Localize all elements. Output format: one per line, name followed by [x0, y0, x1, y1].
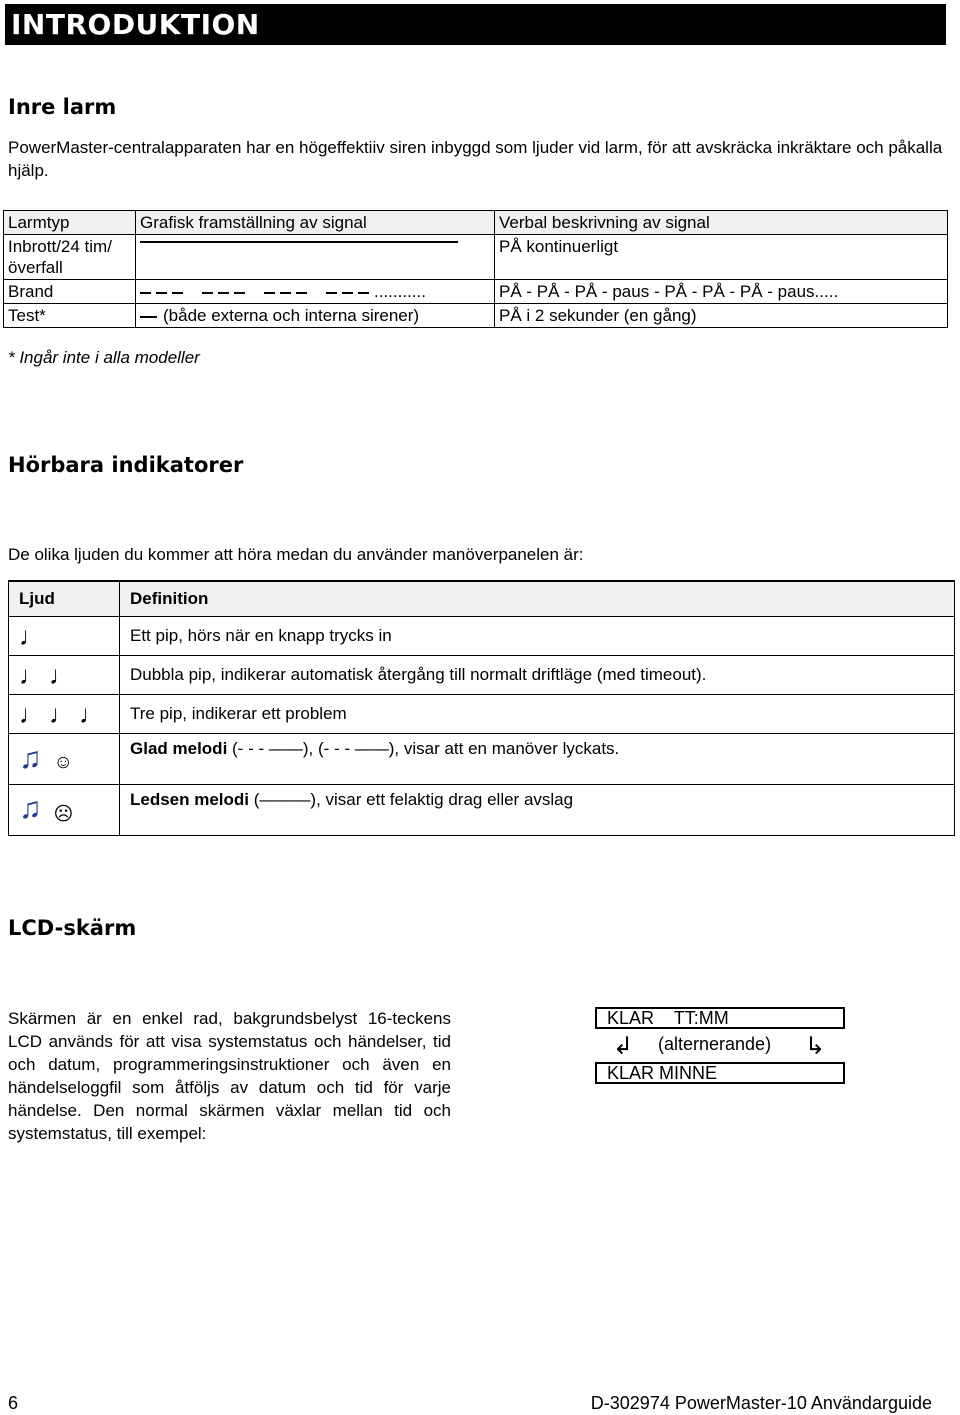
signal-verbal: PÅ i 2 sekunder (en gång) — [495, 304, 948, 328]
double-note-icon: ♩♩ — [9, 656, 120, 695]
signal-graphic-test — [136, 304, 495, 328]
section-heading-lcd: LCD-skärm — [8, 916, 137, 940]
lcd-paragraph: Skärmen är en enkel rad, bakgrundsbelyst 16-teckens LCD används för att visa systemstatus och händelser, tid och datum, programmeringsinstruktioner och även en händelseloggfil som åtföljs av datum och tid för varje händelse. Den normal skärmen växlar mellan tid och systemstatus, till exempel: — [8, 1009, 451, 1143]
signal-verbal: PÅ - PÅ - PÅ - paus - PÅ - PÅ - PÅ - paus..... — [495, 280, 948, 304]
signal-suffix: (både externa och interna sirener) — [163, 306, 420, 325]
alarm-table-header — [4, 211, 948, 235]
alternating-label: (alternerande) — [658, 1034, 772, 1054]
page-number: 6 — [8, 1393, 19, 1413]
melody-name: Glad melodi — [130, 739, 228, 758]
single-note-icon: ♩ — [9, 617, 120, 656]
lcd-display-line-2: KLAR MINNE — [595, 1062, 845, 1084]
alarm-table — [3, 210, 948, 328]
curved-arrow-right-icon: ↳ — [805, 1033, 826, 1060]
table-row — [9, 785, 955, 836]
section-heading-horbara: Hörbara indikatorer — [8, 453, 244, 477]
lcd-display-line-1: KLAR TT:MM — [595, 1007, 845, 1029]
alarm-type: Test* — [4, 304, 136, 328]
section-heading-inre-larm: Inre larm — [8, 95, 117, 119]
table-row — [4, 304, 948, 328]
signal-graphic-pulsed — [136, 280, 495, 304]
sound-table-header — [9, 581, 955, 617]
sad-melody-icon: ♫ ☹ — [9, 785, 120, 836]
sound-definition — [120, 785, 955, 836]
header-cell: Verbal beskrivning av signal — [495, 211, 948, 235]
intro-paragraph: PowerMaster-centralapparaten har en högeffektiiv siren inbyggd som ljuder vid larm, för att avskräcka inkräktare och påkalla hjälp. — [8, 138, 943, 180]
sound-definition: Tre pip, indikerar ett problem — [120, 695, 955, 734]
alarm-type: Brand — [4, 280, 136, 304]
smiley-icon: ☺ — [53, 752, 73, 774]
frown-icon: ☹ — [53, 803, 74, 825]
melody-name: Ledsen melodi — [130, 790, 250, 809]
table-row — [9, 656, 955, 695]
table-row — [4, 235, 948, 280]
triple-note-icon: ♩♩♩ — [9, 695, 120, 734]
sound-definition — [120, 734, 955, 785]
signal-verbal: PÅ kontinuerligt — [495, 235, 948, 280]
melody-description: (- - - ——), (- - - ——), visar att en manöver lyckats. — [227, 739, 620, 758]
melody-description: (———), visar ett felaktig drag eller avslag — [249, 790, 574, 809]
signal-suffix: ........... — [374, 282, 426, 301]
table-row — [4, 280, 948, 304]
document-title: D-302974 PowerMaster-10 Användarguide — [590, 1393, 932, 1413]
footnote: * Ingår inte i alla modeller — [8, 348, 200, 367]
table-row — [9, 734, 955, 785]
table-row — [9, 617, 955, 656]
sound-definition: Dubbla pip, indikerar automatisk återgång till normalt driftläge (med timeout). — [120, 656, 955, 695]
table-row — [9, 695, 955, 734]
curved-arrow-left-icon: ↲ — [613, 1033, 634, 1060]
sound-intro: De olika ljuden du kommer att höra medan du använder manöverpanelen är: — [8, 545, 584, 564]
header-cell: Larmtyp — [4, 211, 136, 235]
signal-graphic-continuous — [136, 235, 495, 280]
happy-melody-icon: ♫ ☺ — [9, 734, 120, 785]
header-cell: Definition — [120, 581, 955, 617]
header-cell: Ljud — [9, 581, 120, 617]
header-cell: Grafisk framställning av signal — [136, 211, 495, 235]
page-banner: INTRODUKTION — [5, 4, 946, 45]
sound-definition: Ett pip, hörs när en knapp trycks in — [120, 617, 955, 656]
sound-table — [8, 580, 955, 836]
alarm-type: Inbrott/24 tim/överfall — [4, 235, 136, 280]
